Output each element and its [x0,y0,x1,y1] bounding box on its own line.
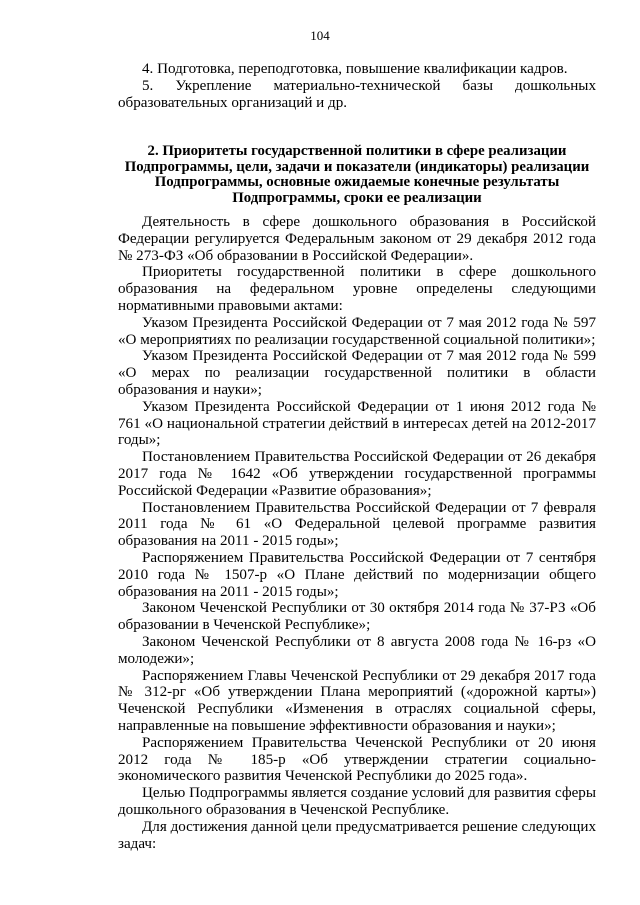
paragraph: Распоряжением Главы Чеченской Республики от 29 декабря 2017 года № 312-рг «Об утверждении Плана мероприятий («дорожной карты») Чеченской Республики «Изменения в отраслях социальной сферы, направленные на повышение эффективности образования и науки»; [118,667,596,734]
document-body [118,61,596,852]
paragraph: Указом Президента Российской Федерации от 7 мая 2012 года № 597 «О мероприятиях по реализации государственной социальной политики»; [118,314,596,348]
section-heading: 2. Приоритеты государственной политики в сфере реализации Подпрограммы, цели, задачи и показатели (индикаторы) реализации Подпрограммы, основные ожидаемые конечные результаты Подпрограммы, сроки ее реализации [124,143,590,206]
paragraph: Для достижения данной цели предусматривается решение следующих задач: [118,818,596,852]
paragraph: Постановлением Правительства Российской Федерации от 26 декабря 2017 года № 1642 «Об утверждении государственной программы Российской Федерации «Развитие образования»; [118,449,596,499]
page-number: 104 [310,28,330,43]
paragraph: Законом Чеченской Республики от 30 октября 2014 года № 37-РЗ «Об образовании в Чеченской Республике»; [118,600,596,634]
paragraph: Распоряжением Правительства Российской Федерации от 7 сентября 2010 года № 1507-р «О Плане действий по модернизации общего образования на 2011 - 2015 годы»; [118,549,596,600]
paragraph: Указом Президента Российской Федерации от 7 мая 2012 года № 599 «О мерах по реализации государственной политики в области образования и науки»; [118,348,596,398]
paragraph: Указом Президента Российской Федерации от 1 июня 2012 года № 761 «О национальной стратегии действий в интересах детей на 2012-2017 годы»; [118,398,596,449]
paragraph: Приоритеты государственной политики в сфере дошкольного образования на федеральном уровне определены следующими нормативными правовыми актами: [118,264,596,314]
paragraph: Законом Чеченской Республики от 8 августа 2008 года № 16-рз «О молодежи»; [118,633,596,667]
intro-item: 4. Подготовка, переподготовка, повышение квалификации кадров. [142,61,568,77]
intro-item: 5. Укрепление материально-технической базы дошкольных образовательных организаций и др. [118,77,596,111]
paragraph: Распоряжением Правительства Чеченской Республики от 20 июня 2012 года № 185-р «Об утверждении стратегии социально-экономического развития Чеченской Республики до 2025 года». [118,734,596,785]
paragraph: Деятельность в сфере дошкольного образования в Российской Федерации регулируется Федеральным законом от 29 декабря 2012 года № 273-ФЗ «Об образовании в Российской Федерации». [118,214,596,264]
paragraph: Постановлением Правительства Российской Федерации от 7 февраля 2011 года № 61 «О Федеральной целевой программе развития образования на 2011 - 2015 годы»; [118,499,596,550]
paragraph: Целью Подпрограммы является создание условий для развития сферы дошкольного образования в Чеченской Республике. [118,785,596,818]
